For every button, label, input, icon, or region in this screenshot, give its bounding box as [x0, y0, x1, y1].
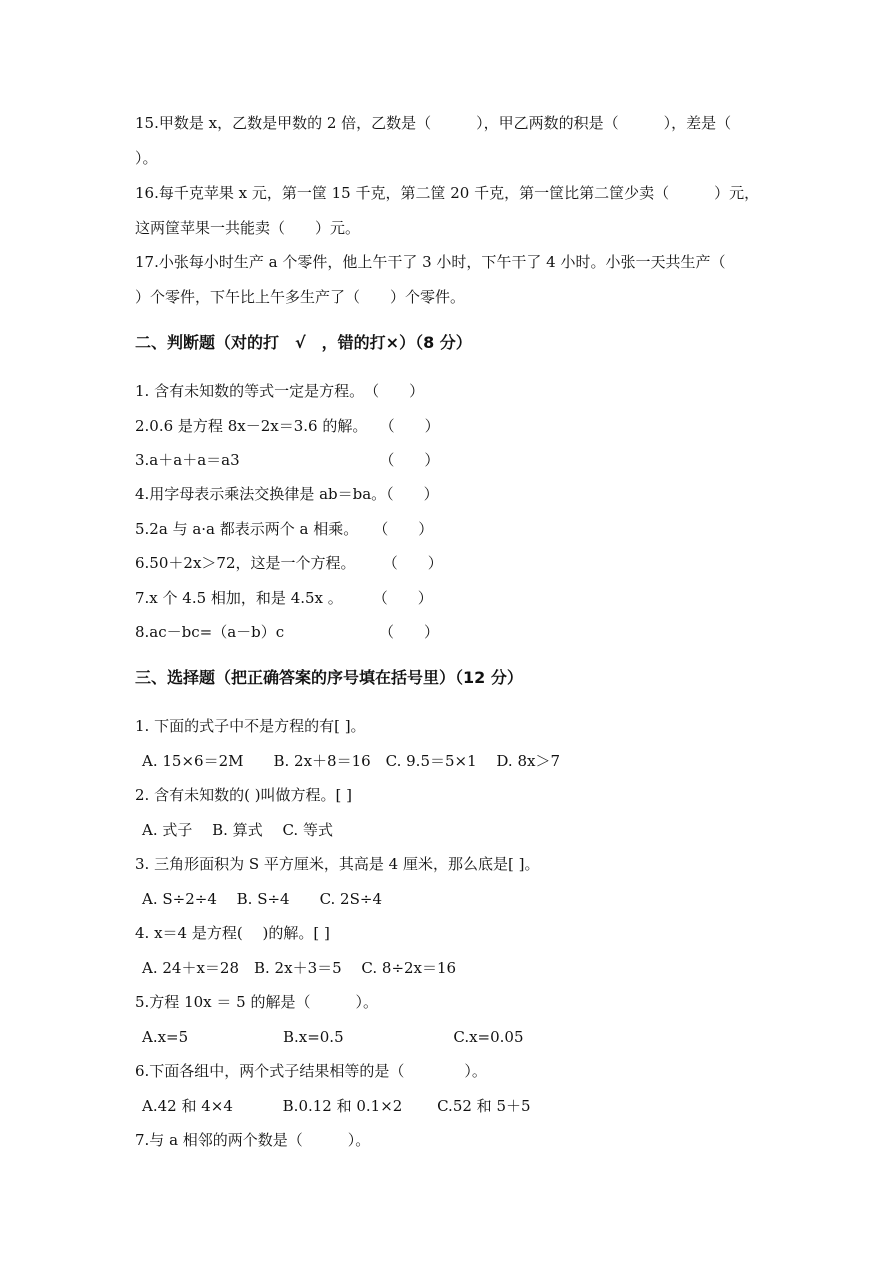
tf-item-5: 5.2a 与 a·a 都表示两个 a 相乘。 （ ）: [135, 520, 434, 538]
tf-item-1: 1. 含有未知数的等式一定是方程。 （ ）: [135, 382, 425, 400]
tf-item-7: 7.x 个 4.5 相加，和是 4.5x 。 （ ）: [135, 589, 433, 607]
mc-question-4: 4. x＝4 是方程( )的解。[ ]: [135, 924, 330, 942]
mc-question-1-options: A. 15×6＝2M B. 2x＋8＝16 C. 9.5＝5×1 D. 8x＞7: [142, 752, 560, 770]
mc-question-7: 7.与 a 相邻的两个数是（ ）。: [135, 1131, 371, 1149]
question-17-line-1: 17.小张每小时生产 a 个零件，他上午干了 3 小时，下午干了 4 小时。小张一天共生产（: [135, 253, 726, 271]
mc-question-2-options: A. 式子 B. 算式 C. 等式: [142, 821, 333, 839]
question-16-line-1: 16.每千克苹果 x 元，第一筐 15 千克，第二筐 20 千克，第一筐比第二筐少卖（ ）元，: [135, 184, 760, 202]
mc-question-2: 2. 含有未知数的( )叫做方程。[ ]: [135, 786, 353, 804]
tf-item-8: 8.ac－bc=（a－b）c （ ）: [135, 623, 439, 641]
tf-item-2: 2.0.6 是方程 8x－2x＝3.6 的解。 （ ）: [135, 417, 440, 435]
question-16-line-2: 这两筐苹果一共能卖（ ）元。: [135, 219, 361, 237]
section-3-heading: 三、选择题（把正确答案的序号填在括号里）（12 分）: [135, 668, 523, 687]
mc-question-3: 3. 三角形面积为 S 平方厘米，其高是 4 厘米，那么底是[ ]。: [135, 855, 540, 873]
tf-item-4: 4.用字母表示乘法交换律是 ab＝ba。（ ）: [135, 485, 439, 503]
mc-question-6: 6.下面各组中，两个式子结果相等的是（ ）。: [135, 1062, 487, 1080]
mc-question-4-options: A. 24＋x＝28 B. 2x＋3＝5 C. 8÷2x＝16: [142, 959, 457, 977]
mc-question-1: 1. 下面的式子中不是方程的有[ ]。: [135, 717, 366, 735]
question-15-line-2: ）。: [135, 149, 158, 167]
tf-item-6: 6.50＋2x＞72，这是一个方程。 （ ）: [135, 554, 443, 572]
question-17-line-2: ）个零件，下午比上午多生产了（ ）个零件。: [135, 288, 466, 306]
tf-item-3: 3.a＋a＋a＝a3 （ ）: [135, 451, 440, 469]
mc-question-6-options: A.42 和 4×4 B.0.12 和 0.1×2 C.52 和 5＋5: [142, 1097, 531, 1115]
question-15-line-1: 15.甲数是 x，乙数是甲数的 2 倍，乙数是（ ），甲乙两数的积是（ ），差是（: [135, 114, 732, 132]
section-2-heading: 二、判断题（对的打 √ ，错的打×）（8 分）: [135, 333, 472, 352]
mc-question-5: 5.方程 10x ＝ 5 的解是（ ）。: [135, 993, 378, 1011]
mc-question-5-options: A.x=5 B.x=0.5 C.x=0.05: [142, 1028, 524, 1046]
mc-question-3-options: A. S÷2÷4 B. S÷4 C. 2S÷4: [142, 890, 382, 908]
